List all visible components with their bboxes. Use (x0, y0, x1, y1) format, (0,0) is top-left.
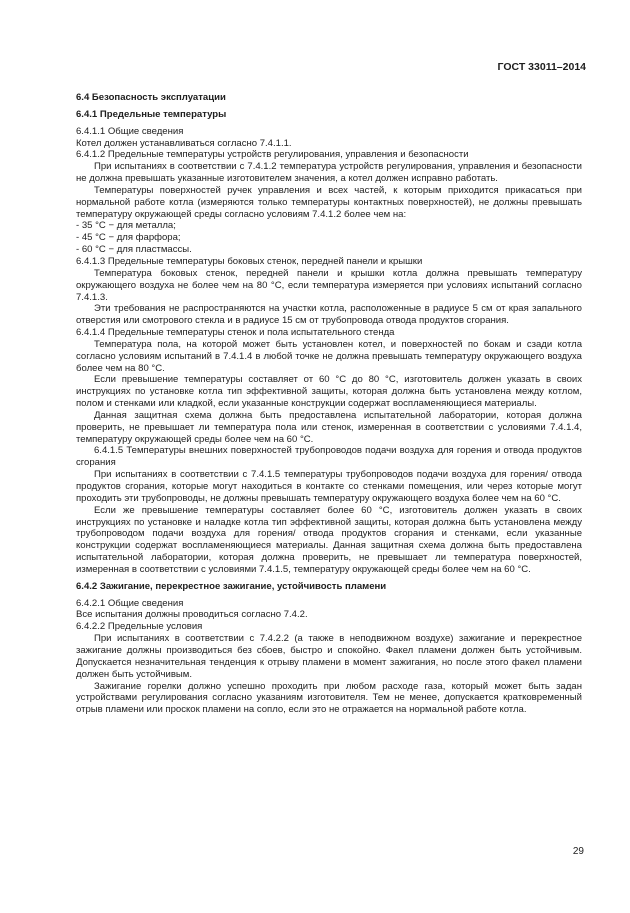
paragraph: При испытаниях в соответствии с 7.4.1.5 температуры трубопроводов подачи воздуха для горения/ отвода продуктов сгорания, которые могут находиться в контакте со стенками помещения, или через которые могут проходить эти трубопроводы, не должны превышать температуру окружающего воздуха более чем на 60 °C. (76, 469, 582, 504)
paragraph: - 35 °C − для металла; (76, 220, 176, 232)
paragraph: 6.4.1.1 Общие сведения (76, 125, 184, 137)
paragraph: Температура боковых стенок, передней панели и крышки котла должна превышать температуру окружающего воздуха не более чем на 80 °C, если температура измеряется при условиях испытаний согласно 7.4.1.3. (76, 267, 582, 303)
paragraph: 6.4.2.1 Общие сведения (76, 597, 184, 609)
paragraph: Температуры поверхностей ручек управления и всех частей, к которым приходится прикасаться при нормальной работе котла (измеряются только температуры контактных поверхностей), не должны превышать температуру окружающей среды согласно условиям 7.4.1.2 более чем на: (76, 184, 582, 220)
paragraph: 6.4.1.3 Предельные температуры боковых стенок, передней панели и крышки (76, 255, 423, 267)
page-number: 29 (572, 846, 584, 857)
document-body (76, 92, 582, 716)
paragraph: Если превышение температуры составляет от 60 °C до 80 °C, изготовитель должен указать в своих инструкциях по установке котла тип эффективной защиты, которая должна быть установлена между котлом, полом и стенками или кладкой, если указанные конструкции содержат воспламеняющиеся материалы. (76, 374, 582, 410)
paragraph: Температура пола, на которой может быть установлен котел, и поверхностей по бокам и сзади котла согласно условиям испытаний в 7.4.1.4 в любой точке не должна превышать температуру окружающего воздуха более чем на 80 °C. (76, 338, 582, 374)
paragraph: Если же превышение температуры составляет более 60 °C, изготовитель должен указать в своих инструкциях по установке и наладке котла тип эффективной защиты, которая должна быть установлена между трубопроводом подачи воздуха для горения/ отвода продуктов сгорания и стенками, если указанные конструкции содержат воспламеняющиеся материалы. Данная защитная схема должна быть предоставлена испытательной лаборатории, которая должна проверить, не превышает ли температура поверхностей, измеренная в соответствии с условиями 7.4.1.5, температуру окружающей среды более чем на 60 °C. (76, 504, 582, 575)
paragraph: Эти требования не распространяются на участки котла, расположенные в радиусе 5 см от края запального отверстия или смотрового стекла и в радиусе 15 см от трубопровода отвода продуктов сгорания. (76, 303, 582, 327)
paragraph: Все испытания должны проводиться согласно 7.4.2. (76, 609, 308, 621)
paragraph: При испытаниях в соответствии с 7.4.2.2 (а также в неподвижном воздухе) зажигание и перекрестное зажигание должны производиться без сбоев, быстро и спокойно. Факел пламени должен быть устойчивым. Допускается незначительная тенденция к отрыву пламени в момент зажигания, но после этого факел пламени должен быть устойчивым. (76, 633, 582, 680)
paragraph: 6.4.1.5 Температуры внешних поверхностей трубопроводов подачи воздуха для горения и отвода продуктов сгорания (76, 445, 582, 469)
paragraph: При испытаниях в соответствии с 7.4.1.2 температура устройств регулирования, управления и безопасности не должна превышать указанные изготовителем значения, а котел должен исправно работать. (76, 161, 582, 185)
paragraph: 6.4.1.2 Предельные температуры устройств регулирования, управления и безопасности (76, 149, 469, 161)
section-heading: 6.4.2 Зажигание, перекрестное зажигание, устойчивость пламени (76, 580, 387, 592)
section-heading: 6.4 Безопасность эксплуатации (76, 92, 226, 103)
paragraph: 6.4.1.4 Предельные температуры стенок и пола испытательного стенда (76, 327, 395, 339)
paragraph: - 60 °C − для пластмассы. (76, 244, 192, 256)
paragraph: Зажигание горелки должно успешно проходить при любом расходе газа, который может быть задан устройствами регулирования согласно указаниям изготовителя. Тем не менее, допускается кратковременный отрыв пламени или проскок пламени на сопло, если это не отражается на нормальной работе котла. (76, 680, 582, 716)
section-heading: 6.4.1 Предельные температуры (76, 108, 227, 120)
document-standard-id: ГОСТ 33011–2014 (497, 61, 586, 73)
paragraph: - 45 °C − для фарфора; (76, 232, 181, 244)
paragraph: 6.4.2.2 Предельные условия (76, 621, 203, 633)
paragraph: Данная защитная схема должна быть предоставлена испытательной лаборатории, которая должна проверить, не превышает ли температура пола или стенок, измеренная в соответствии с условиями 7.4.1.4, температуру окружающей среды более чем на 60 °C. (76, 409, 582, 445)
paragraph: Котел должен устанавливаться согласно 7.4.1.1. (76, 137, 292, 149)
